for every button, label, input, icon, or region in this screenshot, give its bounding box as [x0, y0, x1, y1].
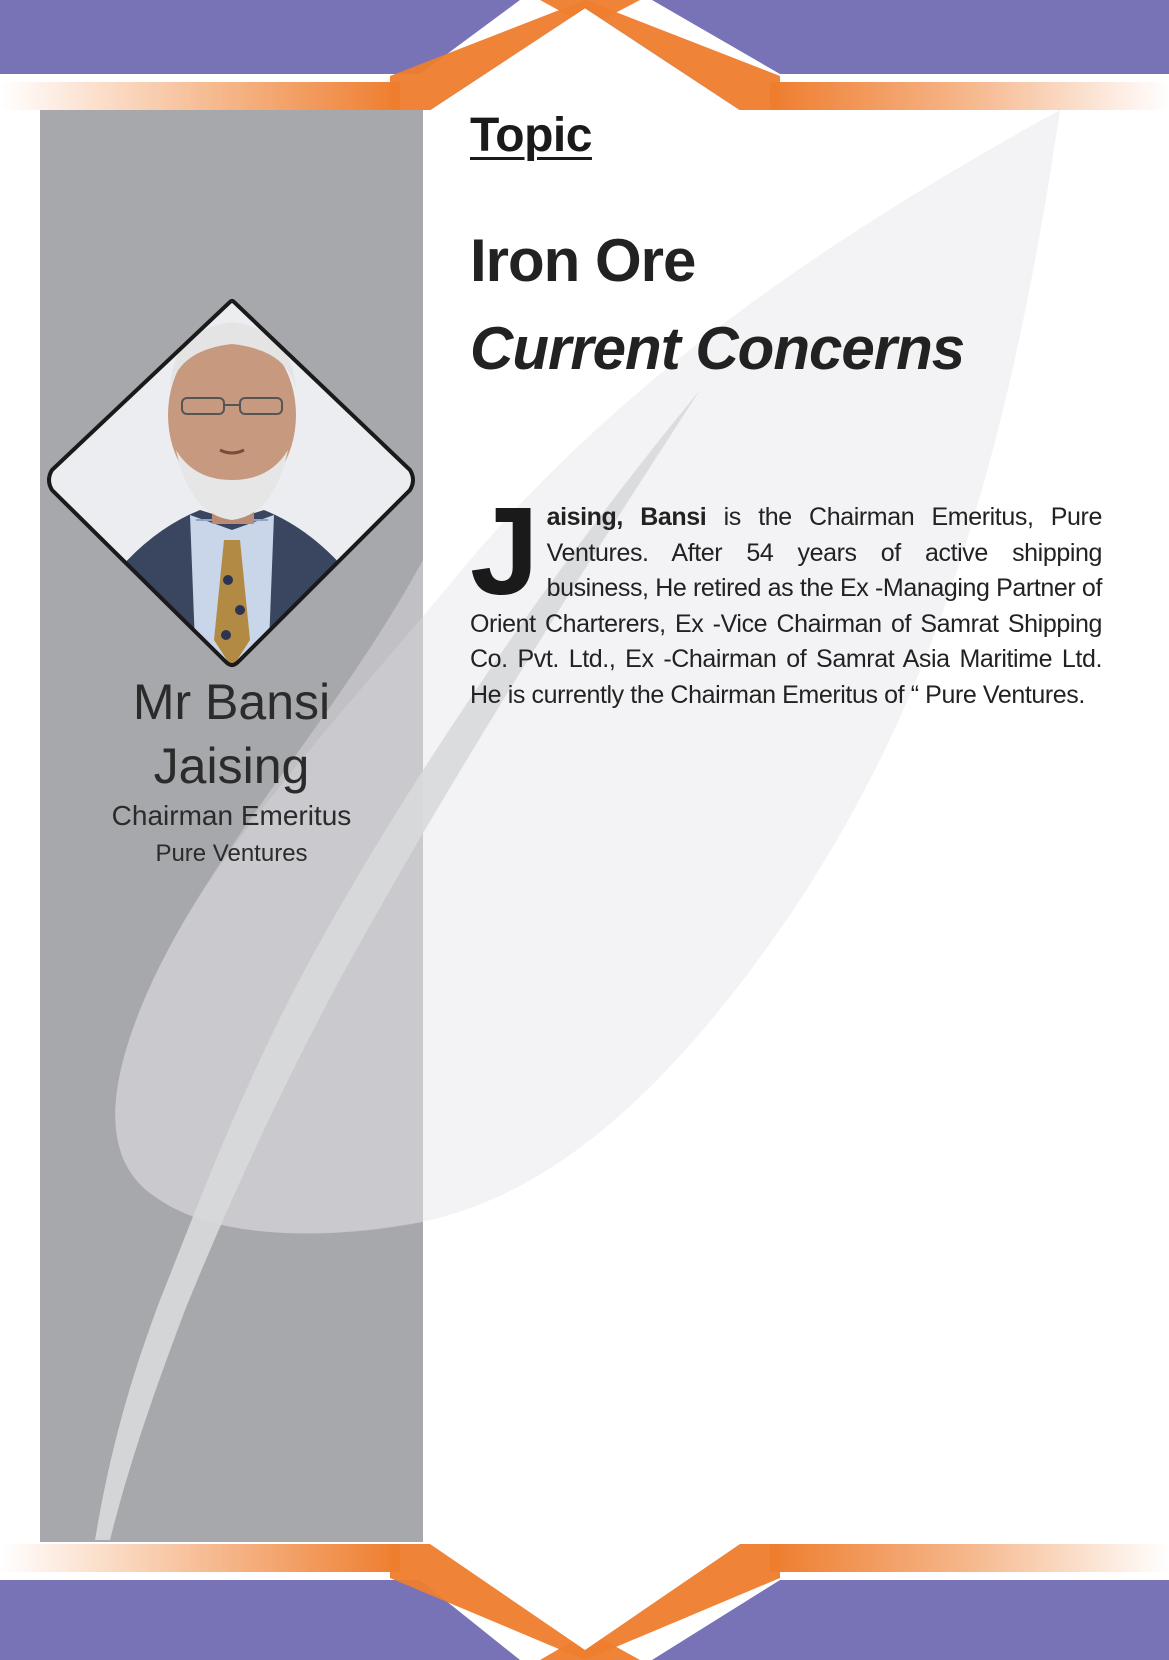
bio-name: aising, Bansi	[546, 503, 707, 531]
speaker-name	[40, 670, 423, 798]
bio-drop-cap: J	[470, 483, 539, 621]
speaker-organization: Pure Ventures	[155, 840, 308, 867]
speaker-name-line2: Jaising	[153, 738, 310, 794]
bio-text: is the Chairman Emeritus, Pure Ventures. After 54 years of active shipping business, He retired as the Ex -Managing Partner of Orient Charterers, Ex -Vice Chairman of Samrat Shipping Co. Pvt. Ltd., Ex -Chairman of Samrat Asia Maritime Ltd. He is currently the Chairman Emeritus of “ Pure Ventures.	[470, 503, 1102, 709]
speaker-name-line1: Mr Bansi	[132, 674, 331, 730]
speaker-role: Chairman Emeritus	[111, 800, 352, 831]
topic-subtitle: Current Concerns	[470, 315, 965, 382]
topic-title: Iron Ore	[470, 227, 696, 294]
topic-label: Topic	[470, 109, 592, 162]
speaker-bio	[470, 483, 1102, 713]
